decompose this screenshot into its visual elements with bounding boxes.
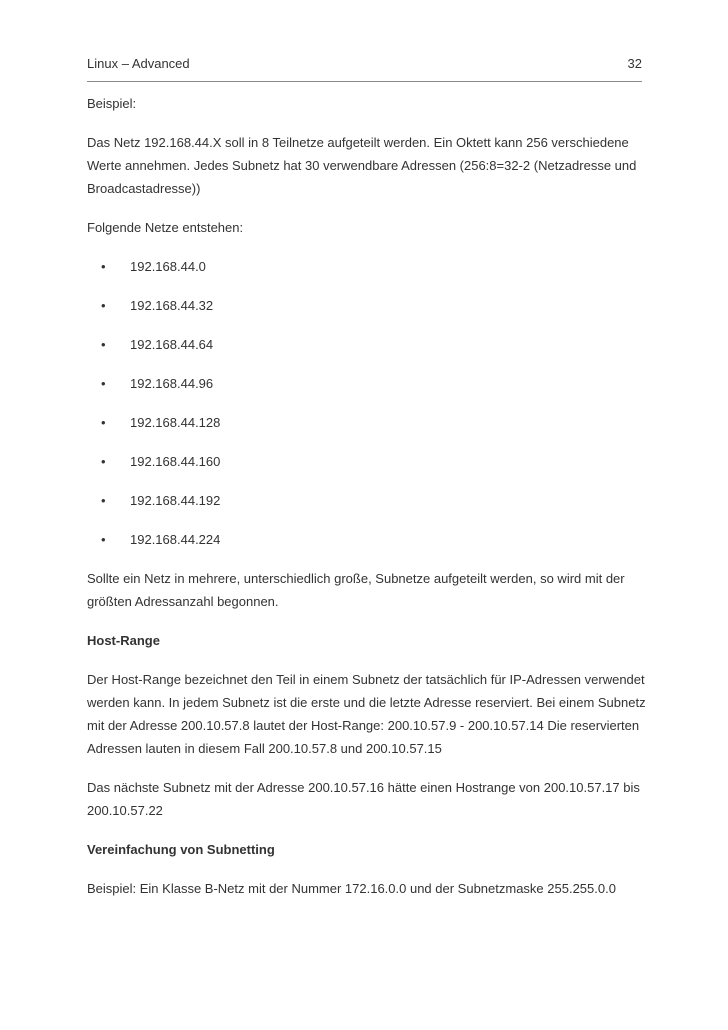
next-subnet-paragraph: Das nächste Subnetz mit der Adresse 200.10.57.16 hätte einen Hostrange von 200.10.57.17 bis 200.10.57.22 bbox=[87, 780, 640, 818]
bullet-icon: • bbox=[101, 454, 106, 469]
header-title: Linux – Advanced bbox=[87, 56, 190, 71]
networks-intro: Folgende Netze entstehen: bbox=[87, 220, 244, 235]
list-item bbox=[87, 489, 647, 512]
host-range-paragraph: Der Host-Range bezeichnet den Teil in einem Subnetz der tatsächlich für IP-Adressen verwendet werden kann. In jedem Subnetz ist die erste und die letzte Adresse reserviert. Bei einem Subnetz mit der Adresse 200.10.57.8 lautet der Host-Range: 200.10.57.9 - 200.10.57.14 Die reservierten Adressen lauten in diesem Fall 200.10.57.8 und 200.10.57.15 bbox=[87, 672, 646, 756]
simplification-heading: Vereinfachung von Subnetting bbox=[87, 842, 275, 857]
list-item bbox=[87, 372, 647, 395]
network-address: 192.168.44.64 bbox=[130, 337, 214, 352]
bullet-icon: • bbox=[101, 532, 106, 547]
page-body bbox=[87, 92, 647, 916]
network-address: 192.168.44.0 bbox=[130, 259, 206, 274]
bullet-icon: • bbox=[101, 259, 106, 274]
list-item bbox=[87, 411, 647, 434]
bullet-icon: • bbox=[101, 415, 106, 430]
list-item bbox=[87, 333, 647, 356]
bullet-icon: • bbox=[101, 298, 106, 313]
list-item bbox=[87, 255, 647, 278]
network-address: 192.168.44.32 bbox=[130, 298, 214, 313]
simplification-example: Beispiel: Ein Klasse B-Netz mit der Nummer 172.16.0.0 und der Subnetzmaske 255.255.0.0 bbox=[87, 881, 616, 896]
page-number: 32 bbox=[627, 56, 642, 71]
page-header bbox=[87, 56, 642, 71]
beispiel-label: Beispiel: bbox=[87, 96, 137, 111]
mixed-subnets-paragraph: Sollte ein Netz in mehrere, unterschiedlich große, Subnetze aufgeteilt werden, so wird mit der größten Adressanzahl begonnen. bbox=[87, 571, 625, 609]
list-item bbox=[87, 528, 647, 551]
network-address: 192.168.44.224 bbox=[130, 532, 221, 547]
list-item bbox=[87, 294, 647, 317]
network-address: 192.168.44.128 bbox=[130, 415, 221, 430]
bullet-icon: • bbox=[101, 376, 106, 391]
header-divider bbox=[87, 81, 642, 82]
network-list bbox=[87, 255, 647, 551]
network-address: 192.168.44.160 bbox=[130, 454, 221, 469]
intro-paragraph: Das Netz 192.168.44.X soll in 8 Teilnetze aufgeteilt werden. Ein Oktett kann 256 verschiedene Werte annehmen. Jedes Subnetz hat 30 verwendbare Adressen (256:8=32-2 (Netzadresse und Broadcastadresse)) bbox=[87, 135, 637, 196]
bullet-icon: • bbox=[101, 337, 106, 352]
list-item bbox=[87, 450, 647, 473]
host-range-heading: Host-Range bbox=[87, 633, 160, 648]
network-address: 192.168.44.192 bbox=[130, 493, 221, 508]
network-address: 192.168.44.96 bbox=[130, 376, 214, 391]
bullet-icon: • bbox=[101, 493, 106, 508]
